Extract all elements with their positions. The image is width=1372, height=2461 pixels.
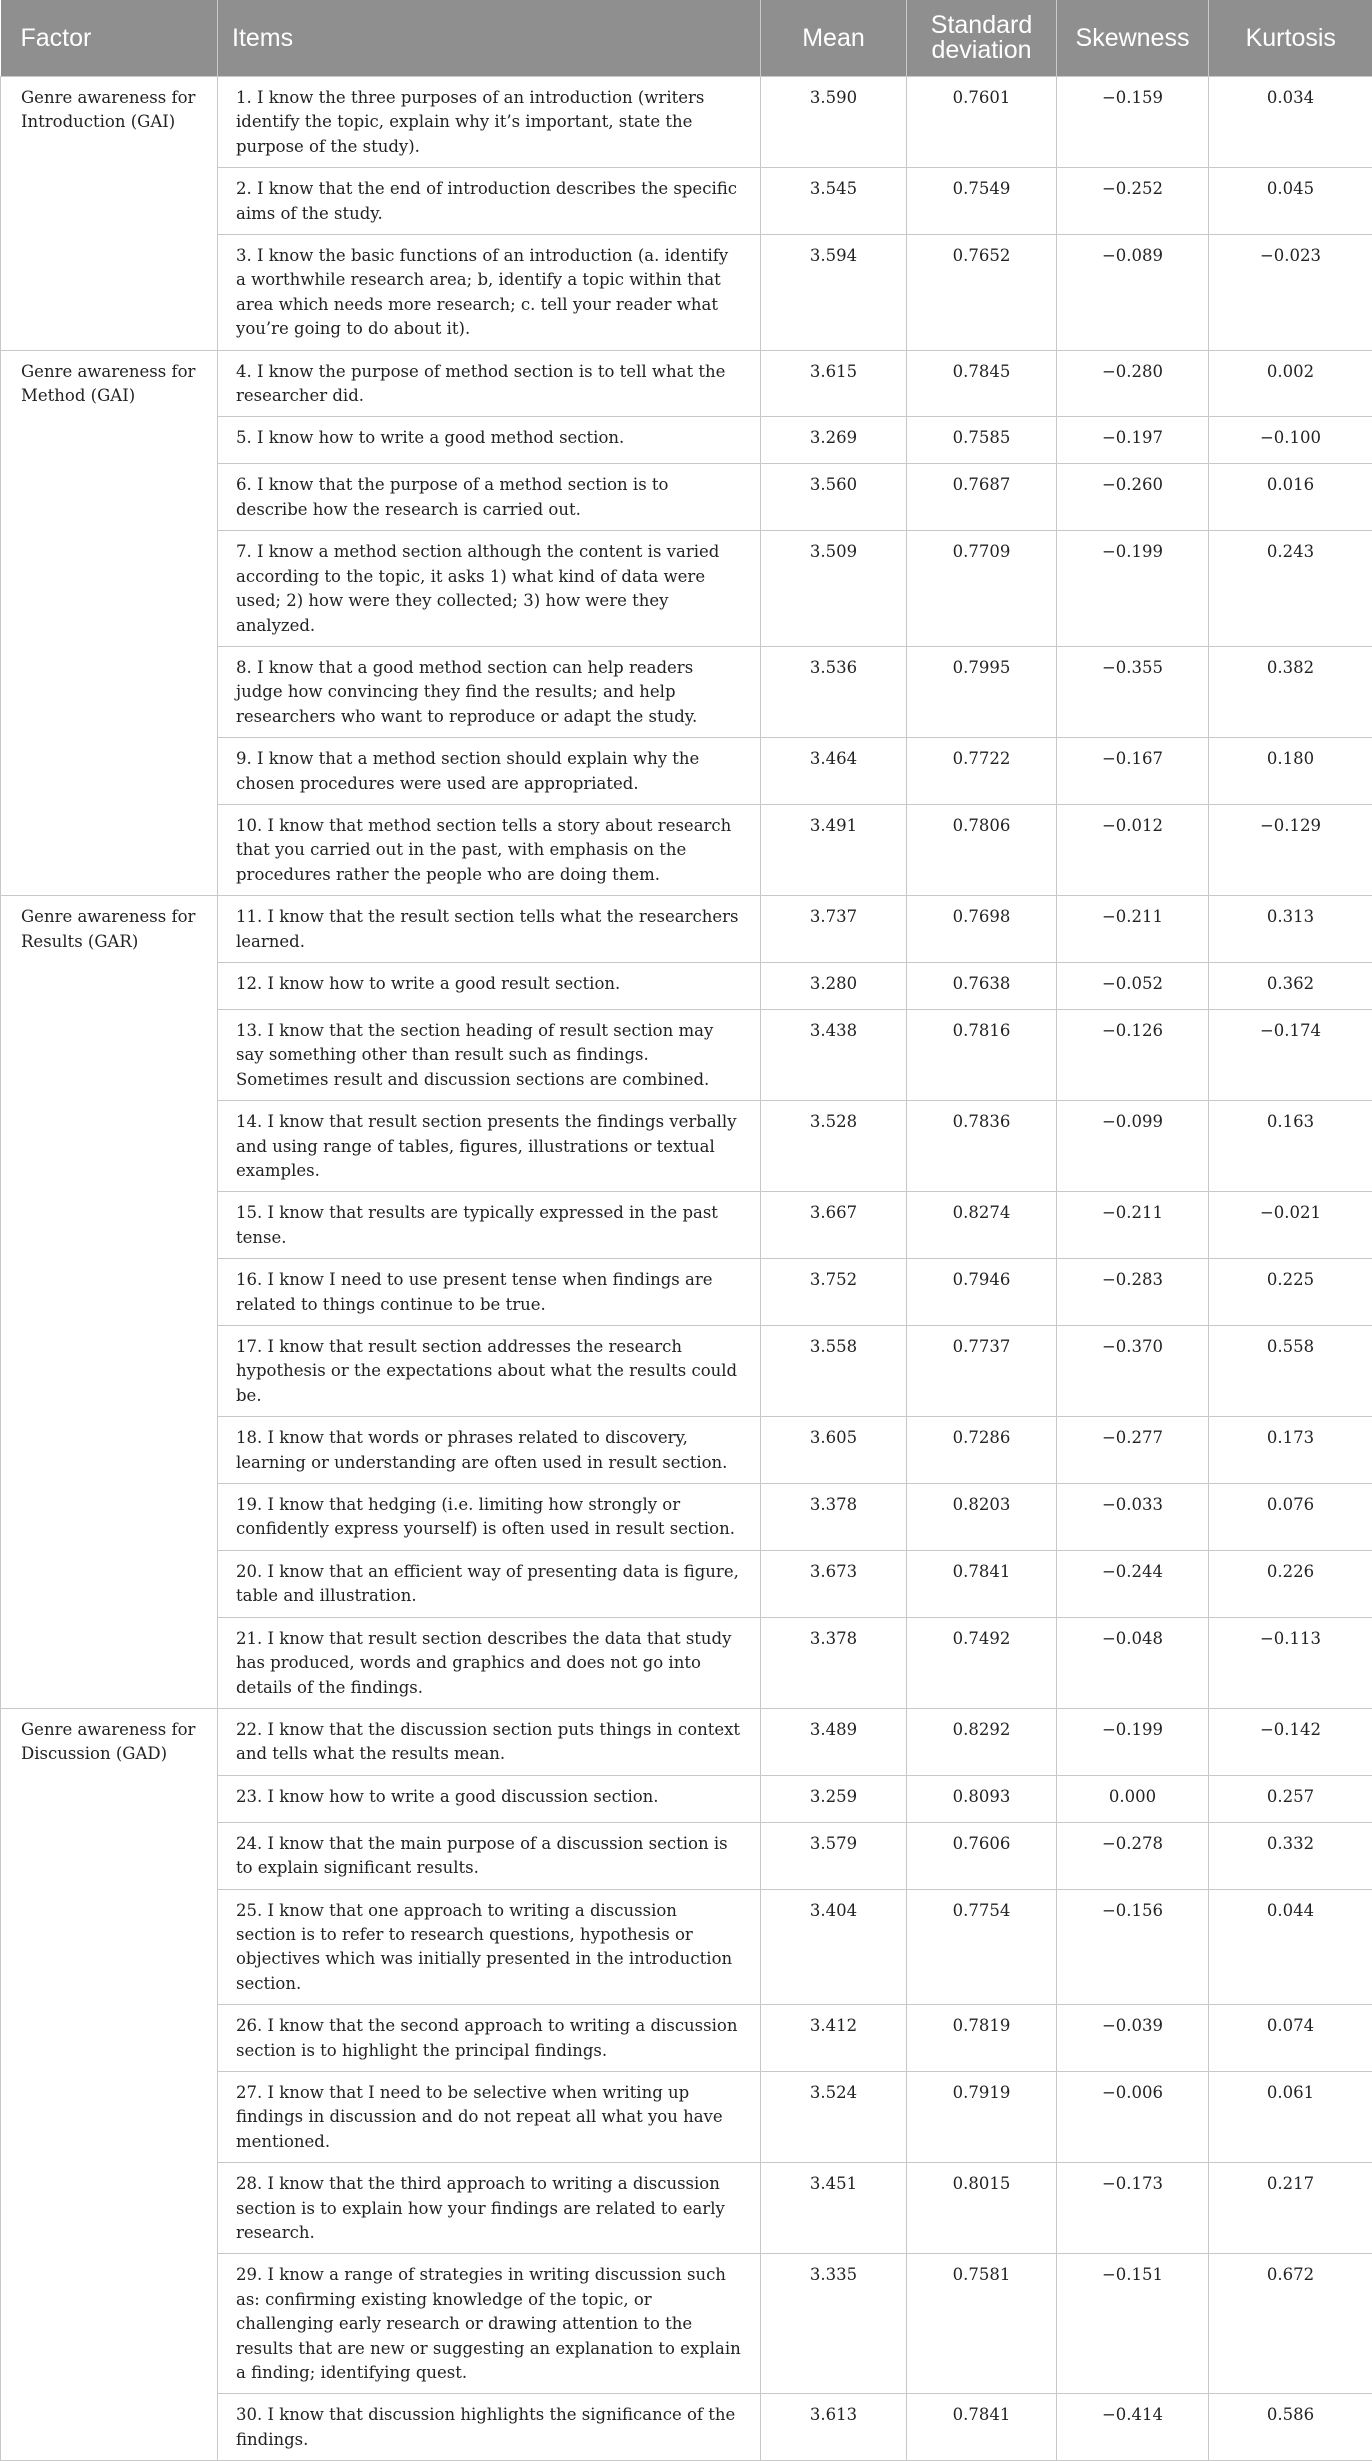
skewness-cell: −0.012 bbox=[1057, 804, 1209, 895]
mean-cell: 3.528 bbox=[761, 1101, 907, 1192]
standard-deviation-cell: 0.7819 bbox=[907, 2005, 1057, 2072]
standard-deviation-cell: 0.7601 bbox=[907, 77, 1057, 168]
item-cell: 16. I know I need to use present tense when findings are related to things continue to be true. bbox=[218, 1259, 761, 1326]
mean-cell: 3.378 bbox=[761, 1484, 907, 1551]
item-cell: 13. I know that the section heading of result section may say something other than result such as findings. Sometimes result and discussion sections are combined. bbox=[218, 1009, 761, 1100]
mean-cell: 3.560 bbox=[761, 464, 907, 531]
mean-cell: 3.590 bbox=[761, 77, 907, 168]
mean-cell: 3.464 bbox=[761, 738, 907, 805]
header-factor: Factor bbox=[1, 0, 218, 77]
header-kurtosis: Kurtosis bbox=[1209, 0, 1372, 77]
skewness-cell: −0.151 bbox=[1057, 2254, 1209, 2394]
mean-cell: 3.524 bbox=[761, 2071, 907, 2162]
item-cell: 17. I know that result section addresses the research hypothesis or the expectations about what the results could be. bbox=[218, 1326, 761, 1417]
kurtosis-cell: 0.076 bbox=[1209, 1484, 1372, 1551]
kurtosis-cell: 0.074 bbox=[1209, 2005, 1372, 2072]
skewness-cell: −0.211 bbox=[1057, 1192, 1209, 1259]
kurtosis-cell: 0.002 bbox=[1209, 350, 1372, 417]
item-cell: 20. I know that an efficient way of presenting data is figure, table and illustration. bbox=[218, 1550, 761, 1617]
skewness-cell: −0.252 bbox=[1057, 168, 1209, 235]
kurtosis-cell: −0.129 bbox=[1209, 804, 1372, 895]
mean-cell: 3.558 bbox=[761, 1326, 907, 1417]
item-cell: 9. I know that a method section should explain why the chosen procedures were used are appropriated. bbox=[218, 738, 761, 805]
standard-deviation-cell: 0.7841 bbox=[907, 2394, 1057, 2461]
kurtosis-cell: −0.113 bbox=[1209, 1617, 1372, 1708]
kurtosis-cell: 0.225 bbox=[1209, 1259, 1372, 1326]
kurtosis-cell: −0.174 bbox=[1209, 1009, 1372, 1100]
standard-deviation-cell: 0.8093 bbox=[907, 1775, 1057, 1822]
standard-deviation-cell: 0.7698 bbox=[907, 896, 1057, 963]
kurtosis-cell: −0.142 bbox=[1209, 1708, 1372, 1775]
skewness-cell: −0.089 bbox=[1057, 235, 1209, 351]
mean-cell: 3.280 bbox=[761, 962, 907, 1009]
standard-deviation-cell: 0.7845 bbox=[907, 350, 1057, 417]
kurtosis-cell: 0.672 bbox=[1209, 2254, 1372, 2394]
mean-cell: 3.594 bbox=[761, 235, 907, 351]
skewness-cell: −0.006 bbox=[1057, 2071, 1209, 2162]
factor-cell: Genre awareness for Introduction (GAI) bbox=[1, 77, 218, 351]
kurtosis-cell: 0.061 bbox=[1209, 2071, 1372, 2162]
standard-deviation-cell: 0.7836 bbox=[907, 1101, 1057, 1192]
mean-cell: 3.491 bbox=[761, 804, 907, 895]
item-cell: 22. I know that the discussion section puts things in context and tells what the results mean. bbox=[218, 1708, 761, 1775]
item-cell: 8. I know that a good method section can help readers judge how convincing they find the results; and help researchers who want to reproduce or adapt the study. bbox=[218, 646, 761, 737]
kurtosis-cell: 0.173 bbox=[1209, 1417, 1372, 1484]
item-cell: 24. I know that the main purpose of a discussion section is to explain significant results. bbox=[218, 1822, 761, 1889]
header-standard-deviation: Standard deviation bbox=[907, 0, 1057, 77]
factor-cell: Genre awareness for Results (GAR) bbox=[1, 896, 218, 1709]
kurtosis-cell: 0.045 bbox=[1209, 168, 1372, 235]
standard-deviation-cell: 0.7722 bbox=[907, 738, 1057, 805]
standard-deviation-cell: 0.8274 bbox=[907, 1192, 1057, 1259]
mean-cell: 3.489 bbox=[761, 1708, 907, 1775]
standard-deviation-cell: 0.7687 bbox=[907, 464, 1057, 531]
table-row bbox=[1, 77, 1372, 168]
mean-cell: 3.259 bbox=[761, 1775, 907, 1822]
kurtosis-cell: 0.332 bbox=[1209, 1822, 1372, 1889]
item-cell: 14. I know that result section presents the findings verbally and using range of tables, figures, illustrations or textual examples. bbox=[218, 1101, 761, 1192]
skewness-cell: −0.278 bbox=[1057, 1822, 1209, 1889]
mean-cell: 3.269 bbox=[761, 417, 907, 464]
skewness-cell: −0.159 bbox=[1057, 77, 1209, 168]
item-cell: 15. I know that results are typically expressed in the past tense. bbox=[218, 1192, 761, 1259]
header-skewness: Skewness bbox=[1057, 0, 1209, 77]
mean-cell: 3.335 bbox=[761, 2254, 907, 2394]
item-cell: 30. I know that discussion highlights the significance of the findings. bbox=[218, 2394, 761, 2461]
mean-cell: 3.605 bbox=[761, 1417, 907, 1484]
item-cell: 18. I know that words or phrases related to discovery, learning or understanding are often used in result section. bbox=[218, 1417, 761, 1484]
table-header bbox=[1, 0, 1372, 77]
standard-deviation-cell: 0.8292 bbox=[907, 1708, 1057, 1775]
standard-deviation-cell: 0.7549 bbox=[907, 168, 1057, 235]
standard-deviation-cell: 0.7737 bbox=[907, 1326, 1057, 1417]
skewness-cell: −0.280 bbox=[1057, 350, 1209, 417]
standard-deviation-cell: 0.7816 bbox=[907, 1009, 1057, 1100]
factor-cell: Genre awareness for Discussion (GAD) bbox=[1, 1708, 218, 2460]
item-cell: 25. I know that one approach to writing a discussion section is to refer to research questions, hypothesis or objectives which was initially presented in the introduction section. bbox=[218, 1889, 761, 2005]
item-cell: 2. I know that the end of introduction describes the specific aims of the study. bbox=[218, 168, 761, 235]
item-cell: 29. I know a range of strategies in writing discussion such as: confirming existing knowledge of the topic, or challenging early research or drawing attention to the results that are new or suggesting an explanation to explain a finding; identifying quest. bbox=[218, 2254, 761, 2394]
mean-cell: 3.545 bbox=[761, 168, 907, 235]
skewness-cell: −0.126 bbox=[1057, 1009, 1209, 1100]
skewness-cell: −0.033 bbox=[1057, 1484, 1209, 1551]
standard-deviation-cell: 0.7754 bbox=[907, 1889, 1057, 2005]
standard-deviation-cell: 0.7919 bbox=[907, 2071, 1057, 2162]
skewness-cell: −0.370 bbox=[1057, 1326, 1209, 1417]
item-cell: 10. I know that method section tells a story about research that you carried out in the past, with emphasis on the procedures rather the people who are doing them. bbox=[218, 804, 761, 895]
skewness-cell: −0.197 bbox=[1057, 417, 1209, 464]
mean-cell: 3.412 bbox=[761, 2005, 907, 2072]
item-cell: 28. I know that the third approach to writing a discussion section is to explain how your findings are related to early research. bbox=[218, 2163, 761, 2254]
standard-deviation-cell: 0.8015 bbox=[907, 2163, 1057, 2254]
mean-cell: 3.615 bbox=[761, 350, 907, 417]
item-cell: 27. I know that I need to be selective when writing up findings in discussion and do not repeat all what you have mentioned. bbox=[218, 2071, 761, 2162]
skewness-cell: −0.211 bbox=[1057, 896, 1209, 963]
mean-cell: 3.667 bbox=[761, 1192, 907, 1259]
kurtosis-cell: 0.558 bbox=[1209, 1326, 1372, 1417]
skewness-cell: −0.156 bbox=[1057, 1889, 1209, 2005]
skewness-cell: −0.414 bbox=[1057, 2394, 1209, 2461]
kurtosis-cell: 0.226 bbox=[1209, 1550, 1372, 1617]
kurtosis-cell: 0.217 bbox=[1209, 2163, 1372, 2254]
skewness-cell: −0.355 bbox=[1057, 646, 1209, 737]
standard-deviation-cell: 0.7995 bbox=[907, 646, 1057, 737]
skewness-cell: −0.173 bbox=[1057, 2163, 1209, 2254]
item-cell: 23. I know how to write a good discussion section. bbox=[218, 1775, 761, 1822]
kurtosis-cell: −0.021 bbox=[1209, 1192, 1372, 1259]
skewness-cell: −0.277 bbox=[1057, 1417, 1209, 1484]
skewness-cell: −0.099 bbox=[1057, 1101, 1209, 1192]
skewness-cell: −0.244 bbox=[1057, 1550, 1209, 1617]
header-mean: Mean bbox=[761, 0, 907, 77]
mean-cell: 3.509 bbox=[761, 531, 907, 647]
skewness-cell: −0.167 bbox=[1057, 738, 1209, 805]
skewness-cell: −0.283 bbox=[1057, 1259, 1209, 1326]
item-cell: 5. I know how to write a good method section. bbox=[218, 417, 761, 464]
item-cell: 21. I know that result section describes the data that study has produced, words and graphics and does not go into details of the findings. bbox=[218, 1617, 761, 1708]
mean-cell: 3.579 bbox=[761, 1822, 907, 1889]
standard-deviation-cell: 0.7492 bbox=[907, 1617, 1057, 1708]
mean-cell: 3.451 bbox=[761, 2163, 907, 2254]
standard-deviation-cell: 0.7606 bbox=[907, 1822, 1057, 1889]
item-cell: 4. I know the purpose of method section is to tell what the researcher did. bbox=[218, 350, 761, 417]
skewness-cell: −0.048 bbox=[1057, 1617, 1209, 1708]
mean-cell: 3.752 bbox=[761, 1259, 907, 1326]
standard-deviation-cell: 0.8203 bbox=[907, 1484, 1057, 1551]
skewness-cell: −0.039 bbox=[1057, 2005, 1209, 2072]
item-cell: 26. I know that the second approach to writing a discussion section is to highlight the principal findings. bbox=[218, 2005, 761, 2072]
standard-deviation-cell: 0.7806 bbox=[907, 804, 1057, 895]
kurtosis-cell: −0.023 bbox=[1209, 235, 1372, 351]
kurtosis-cell: 0.044 bbox=[1209, 1889, 1372, 2005]
table-body bbox=[1, 77, 1372, 2461]
skewness-cell: 0.000 bbox=[1057, 1775, 1209, 1822]
standard-deviation-cell: 0.7946 bbox=[907, 1259, 1057, 1326]
skewness-cell: −0.052 bbox=[1057, 962, 1209, 1009]
item-cell: 11. I know that the result section tells what the researchers learned. bbox=[218, 896, 761, 963]
standard-deviation-cell: 0.7585 bbox=[907, 417, 1057, 464]
kurtosis-cell: 0.362 bbox=[1209, 962, 1372, 1009]
standard-deviation-cell: 0.7709 bbox=[907, 531, 1057, 647]
item-cell: 19. I know that hedging (i.e. limiting how strongly or confidently express yourself) is often used in result section. bbox=[218, 1484, 761, 1551]
item-cell: 6. I know that the purpose of a method section is to describe how the research is carried out. bbox=[218, 464, 761, 531]
item-cell: 1. I know the three purposes of an introduction (writers identify the topic, explain why it’s important, state the purpose of the study). bbox=[218, 77, 761, 168]
kurtosis-cell: 0.016 bbox=[1209, 464, 1372, 531]
kurtosis-cell: 0.163 bbox=[1209, 1101, 1372, 1192]
table-row bbox=[1, 350, 1372, 417]
skewness-cell: −0.199 bbox=[1057, 1708, 1209, 1775]
skewness-cell: −0.199 bbox=[1057, 531, 1209, 647]
mean-cell: 3.438 bbox=[761, 1009, 907, 1100]
kurtosis-cell: 0.382 bbox=[1209, 646, 1372, 737]
standard-deviation-cell: 0.7581 bbox=[907, 2254, 1057, 2394]
mean-cell: 3.378 bbox=[761, 1617, 907, 1708]
table-row bbox=[1, 1708, 1372, 1775]
kurtosis-cell: −0.100 bbox=[1209, 417, 1372, 464]
kurtosis-cell: 0.257 bbox=[1209, 1775, 1372, 1822]
standard-deviation-cell: 0.7652 bbox=[907, 235, 1057, 351]
factor-cell: Genre awareness for Method (GAI) bbox=[1, 350, 218, 896]
kurtosis-cell: 0.180 bbox=[1209, 738, 1372, 805]
header-row bbox=[1, 0, 1372, 77]
kurtosis-cell: 0.586 bbox=[1209, 2394, 1372, 2461]
mean-cell: 3.673 bbox=[761, 1550, 907, 1617]
item-cell: 12. I know how to write a good result section. bbox=[218, 962, 761, 1009]
kurtosis-cell: 0.313 bbox=[1209, 896, 1372, 963]
standard-deviation-cell: 0.7286 bbox=[907, 1417, 1057, 1484]
skewness-cell: −0.260 bbox=[1057, 464, 1209, 531]
mean-cell: 3.536 bbox=[761, 646, 907, 737]
table-row bbox=[1, 896, 1372, 963]
standard-deviation-cell: 0.7638 bbox=[907, 962, 1057, 1009]
standard-deviation-cell: 0.7841 bbox=[907, 1550, 1057, 1617]
mean-cell: 3.737 bbox=[761, 896, 907, 963]
item-cell: 3. I know the basic functions of an introduction (a. identify a worthwhile research area; b, identify a topic within that area which needs more research; c. tell your reader what you’re going to do about it). bbox=[218, 235, 761, 351]
mean-cell: 3.404 bbox=[761, 1889, 907, 2005]
mean-cell: 3.613 bbox=[761, 2394, 907, 2461]
header-items: Items bbox=[218, 0, 761, 77]
kurtosis-cell: 0.243 bbox=[1209, 531, 1372, 647]
kurtosis-cell: 0.034 bbox=[1209, 77, 1372, 168]
item-cell: 7. I know a method section although the content is varied according to the topic, it asks 1) what kind of data were used; 2) how were they collected; 3) how were they analyzed. bbox=[218, 531, 761, 647]
